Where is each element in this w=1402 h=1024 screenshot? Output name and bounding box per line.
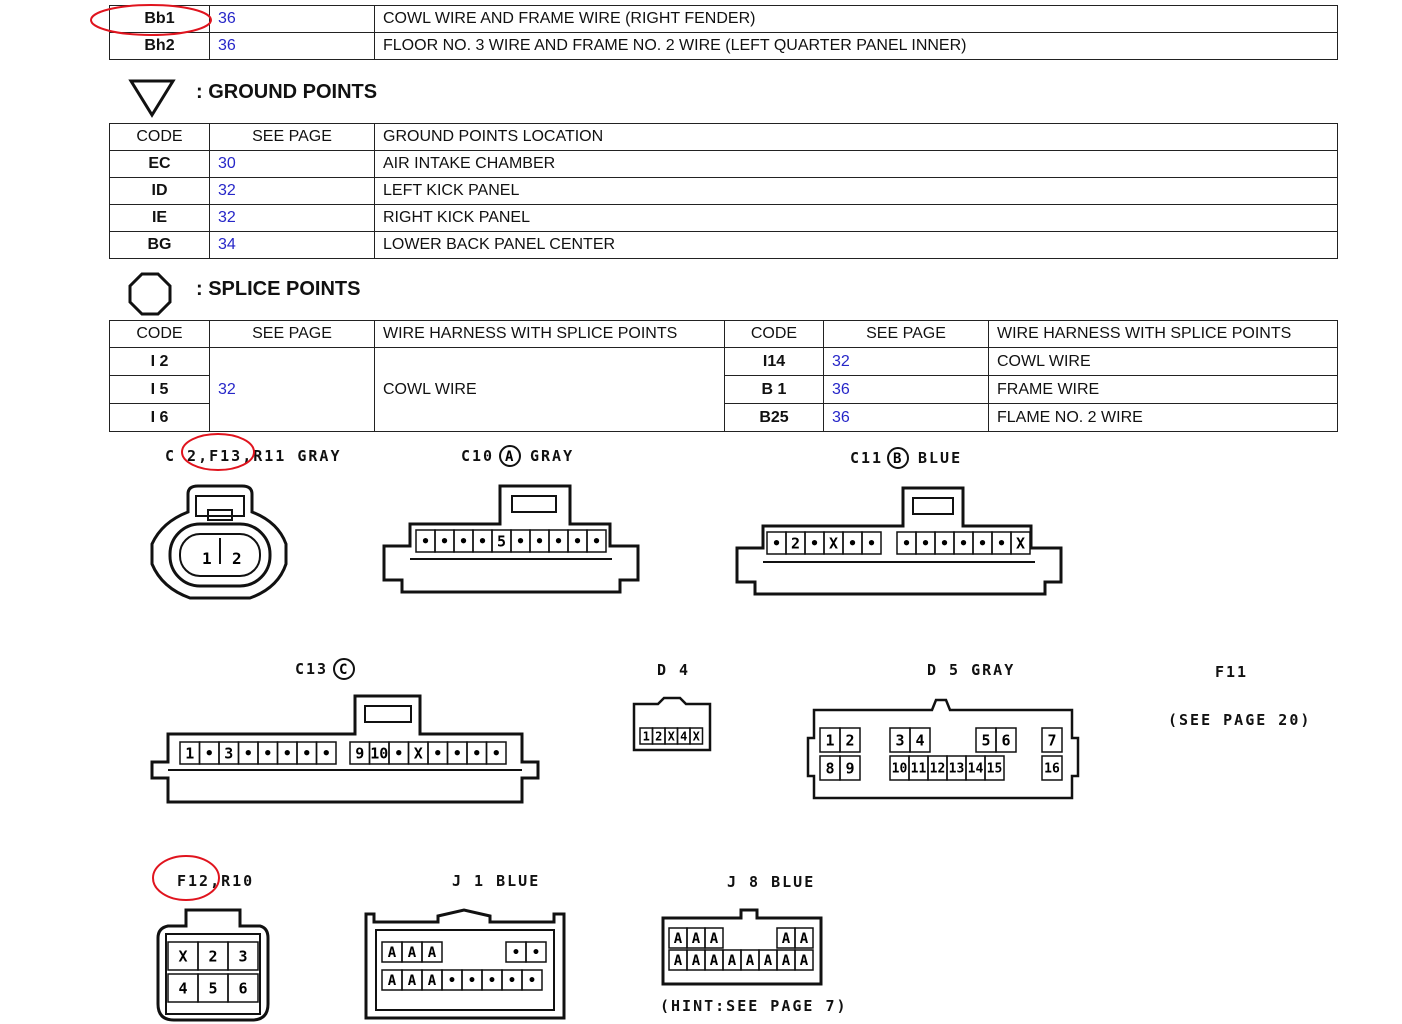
pin-label: •: [771, 534, 782, 553]
pin-label: X: [413, 744, 423, 763]
connector-d5-diagram: [806, 698, 1080, 802]
pin-label: •: [394, 744, 404, 763]
pin-label: 5: [496, 532, 507, 551]
ground-code: EC: [110, 151, 210, 178]
splice-code: B 1: [725, 376, 824, 404]
pin-label: 3: [238, 947, 248, 966]
ground-location: LOWER BACK PANEL CENTER: [375, 232, 1338, 259]
pin-label: •: [996, 534, 1007, 553]
table-row: [110, 205, 1338, 232]
ground-code: IE: [110, 205, 210, 232]
pin-label: 4: [915, 731, 925, 750]
pin-label: •: [447, 973, 457, 990]
wire-code: Bb1: [110, 6, 210, 33]
connector-j1-label: J 1 BLUE: [452, 872, 541, 890]
splice-harness: COWL WIRE: [375, 348, 725, 432]
pin-label: •: [920, 534, 931, 553]
col-code: CODE: [110, 321, 210, 348]
connector-c10-diagram: [380, 484, 642, 596]
connector-c11-color: BLUE: [918, 449, 963, 467]
see-page-link[interactable]: 34: [210, 232, 375, 259]
table-row: [110, 151, 1338, 178]
col-harness: WIRE HARNESS WITH SPLICE POINTS: [989, 321, 1338, 348]
pin-label: A: [691, 931, 701, 948]
pin-label: •: [243, 744, 253, 763]
see-page-link[interactable]: 32: [210, 205, 375, 232]
pin-label: 7: [1047, 731, 1057, 750]
connector-c13-circle-icon: [333, 658, 357, 682]
splice-harness: FLAME NO. 2 WIRE: [989, 404, 1338, 432]
splice-code: I 5: [110, 376, 210, 404]
pin-label: X: [692, 729, 700, 744]
ground-points-title: : GROUND POINTS: [196, 81, 378, 103]
col-code: CODE: [110, 124, 210, 151]
pin-label: X: [828, 534, 839, 553]
pin-2: 2: [232, 549, 242, 568]
pin-label: •: [901, 534, 912, 553]
pin-label: 3: [224, 744, 234, 763]
pin-label: 3: [895, 731, 905, 750]
pin-label: 10: [891, 761, 908, 777]
pin-label: X: [1015, 534, 1026, 553]
connector-d4-label: D 4: [657, 661, 691, 679]
connector-c11-diagram: [735, 486, 1065, 598]
pin-label: •: [302, 744, 312, 763]
see-page-link[interactable]: 36: [824, 376, 989, 404]
pin-label: A: [407, 945, 417, 962]
pin-1: 1: [202, 549, 212, 568]
ground-code: BG: [110, 232, 210, 259]
pin-label: 6: [238, 979, 248, 998]
pin-label: 6: [1001, 731, 1011, 750]
pin-label: 1: [825, 731, 835, 750]
splice-points-title: : SPLICE POINTS: [196, 278, 361, 300]
divider: [109, 5, 1338, 6]
connector-j8-diagram: [661, 908, 825, 988]
col-see-page: SEE PAGE: [210, 321, 375, 348]
pin-label: 5: [208, 979, 218, 998]
pin-label: •: [420, 532, 431, 551]
pin-label: •: [531, 945, 541, 962]
splice-code: I 2: [110, 348, 210, 376]
pin-label: A: [727, 953, 737, 970]
pin-label: •: [452, 744, 462, 763]
pin-label: •: [866, 534, 877, 553]
pin-label: 1: [185, 744, 195, 763]
pin-label: •: [507, 973, 517, 990]
splice-points-table: [109, 320, 1338, 432]
col-see-page: SEE PAGE: [824, 321, 989, 348]
pin-label: 2: [655, 729, 663, 744]
pin-label: 1: [642, 729, 650, 744]
pin-row: [416, 530, 606, 552]
connector-f12-diagram: [156, 908, 270, 1024]
pin-label: A: [407, 973, 417, 990]
pin-label: •: [553, 532, 564, 551]
see-page-link[interactable]: 30: [210, 151, 375, 178]
ground-code: ID: [110, 178, 210, 205]
pin-label: 8: [825, 759, 835, 778]
table-header-row: [110, 321, 1338, 348]
table-row: [110, 33, 1338, 60]
pin-label: •: [809, 534, 820, 553]
connector-f11-note: (SEE PAGE 20): [1168, 711, 1312, 729]
splice-code: B25: [725, 404, 824, 432]
pin-label: •: [263, 744, 273, 763]
pin-label: 4: [178, 979, 188, 998]
pin-label: 5: [981, 731, 991, 750]
connector-c2-diagram: [150, 484, 290, 606]
connector-c10-name: C10: [461, 447, 495, 465]
table-header-row: [110, 124, 1338, 151]
pin-label: 9: [355, 744, 365, 763]
pin-label: A: [427, 945, 437, 962]
ground-location: AIR INTAKE CHAMBER: [375, 151, 1338, 178]
connector-j8-label: J 8 BLUE: [727, 873, 816, 891]
pin-label: X: [667, 729, 675, 744]
table-row: [110, 178, 1338, 205]
pin-label: A: [799, 953, 809, 970]
see-page-link[interactable]: 36: [210, 6, 375, 33]
connector-c11-circle-icon: [887, 447, 911, 471]
pin-label: 10: [370, 744, 389, 763]
pin-label: 14: [967, 761, 984, 777]
pin-label: •: [527, 973, 537, 990]
ground-location: RIGHT KICK PANEL: [375, 205, 1338, 232]
col-location: GROUND POINTS LOCATION: [375, 124, 1338, 151]
pin-label: A: [387, 945, 397, 962]
pin-label: •: [321, 744, 331, 763]
circle-letter: A: [505, 449, 514, 465]
connector-j8-hint: (HINT:SEE PAGE 7): [660, 997, 848, 1015]
pin-label: A: [387, 973, 397, 990]
pin-label: X: [178, 947, 188, 966]
ground-points-table: [109, 123, 1338, 259]
connector-c2-label: C 2,F13,R11 GRAY: [165, 447, 342, 465]
pin-label: 16: [1044, 761, 1060, 777]
ground-triangle-icon: [128, 78, 176, 118]
table-row: [110, 232, 1338, 259]
pin-label: A: [709, 953, 719, 970]
pin-label: A: [709, 931, 719, 948]
pin-label: 2: [208, 947, 218, 966]
splice-harness: COWL WIRE: [989, 348, 1338, 376]
connector-j1-diagram: [364, 908, 568, 1022]
circle-letter: B: [893, 451, 902, 467]
connector-c13-name: C13: [295, 660, 329, 678]
splice-octagon-icon: [128, 272, 172, 316]
splice-code: I14: [725, 348, 824, 376]
table-row: [110, 6, 1338, 33]
pin-label: •: [439, 532, 450, 551]
pin-label: •: [477, 532, 488, 551]
pin-label: 15: [986, 761, 1003, 777]
pin-label: •: [472, 744, 482, 763]
wire-table: [109, 5, 1338, 60]
connector-c11-name: C11: [850, 449, 884, 467]
annotation-circle: [151, 854, 223, 904]
pin-label: •: [433, 744, 443, 763]
pin-label: A: [799, 931, 809, 948]
wire-code: Bh2: [110, 33, 210, 60]
pin-label: A: [781, 953, 791, 970]
see-page-link[interactable]: 32: [210, 178, 375, 205]
connector-c13-diagram: [150, 694, 540, 806]
pin-label: A: [673, 931, 683, 948]
pin-label: 2: [845, 731, 855, 750]
annotation-circle: [88, 2, 218, 38]
pin-label: •: [491, 744, 501, 763]
pin-label: •: [847, 534, 858, 553]
pin-label: A: [745, 953, 755, 970]
annotation-circle: [180, 432, 260, 474]
pin-label: A: [691, 953, 701, 970]
pin-label: •: [204, 744, 214, 763]
splice-code: I 6: [110, 404, 210, 432]
pin-label: •: [467, 973, 477, 990]
see-page-link[interactable]: 36: [824, 404, 989, 432]
pin-label: A: [763, 953, 773, 970]
ground-location: LEFT KICK PANEL: [375, 178, 1338, 205]
connector-c10-color: GRAY: [530, 447, 575, 465]
connector-f12-label: F12,R10: [177, 872, 255, 890]
pin-label: •: [515, 532, 526, 551]
pin-label: 2: [790, 534, 801, 553]
col-harness: WIRE HARNESS WITH SPLICE POINTS: [375, 321, 725, 348]
splice-harness: FRAME WIRE: [989, 376, 1338, 404]
pin-label: A: [781, 931, 791, 948]
pin-label: •: [282, 744, 292, 763]
pin-label: •: [591, 532, 602, 551]
pin-label: A: [673, 953, 683, 970]
pin-label: •: [487, 973, 497, 990]
pin-label: •: [511, 945, 521, 962]
pin-label: •: [458, 532, 469, 551]
pin-label: •: [534, 532, 545, 551]
connector-c10-circle-icon: [499, 445, 523, 469]
col-code: CODE: [725, 321, 824, 348]
pin-label: •: [958, 534, 969, 553]
pin-row: [640, 728, 703, 744]
wire-description: FLOOR NO. 3 WIRE AND FRAME NO. 2 WIRE (LEFT QUARTER PANEL INNER): [375, 33, 1338, 60]
pin-label: •: [939, 534, 950, 553]
connector-f11-label: F11: [1215, 663, 1249, 681]
see-page-link[interactable]: 36: [210, 33, 375, 60]
pin-label: 11: [910, 761, 927, 777]
pin-label: A: [427, 973, 437, 990]
circle-letter: C: [339, 662, 348, 678]
pin-label: •: [572, 532, 583, 551]
pin-label: 12: [929, 761, 946, 777]
pin-label: 13: [948, 761, 965, 777]
col-see-page: SEE PAGE: [210, 124, 375, 151]
pin-label: •: [977, 534, 988, 553]
see-page-link[interactable]: 32: [210, 348, 375, 432]
pin-label: 9: [845, 759, 855, 778]
wire-description: COWL WIRE AND FRAME WIRE (RIGHT FENDER): [375, 6, 1338, 33]
see-page-link[interactable]: 32: [824, 348, 989, 376]
table-row: [110, 348, 1338, 376]
pin-label: 4: [680, 729, 688, 744]
connector-d5-label: D 5 GRAY: [927, 661, 1016, 679]
connector-d4-diagram: [632, 696, 712, 754]
